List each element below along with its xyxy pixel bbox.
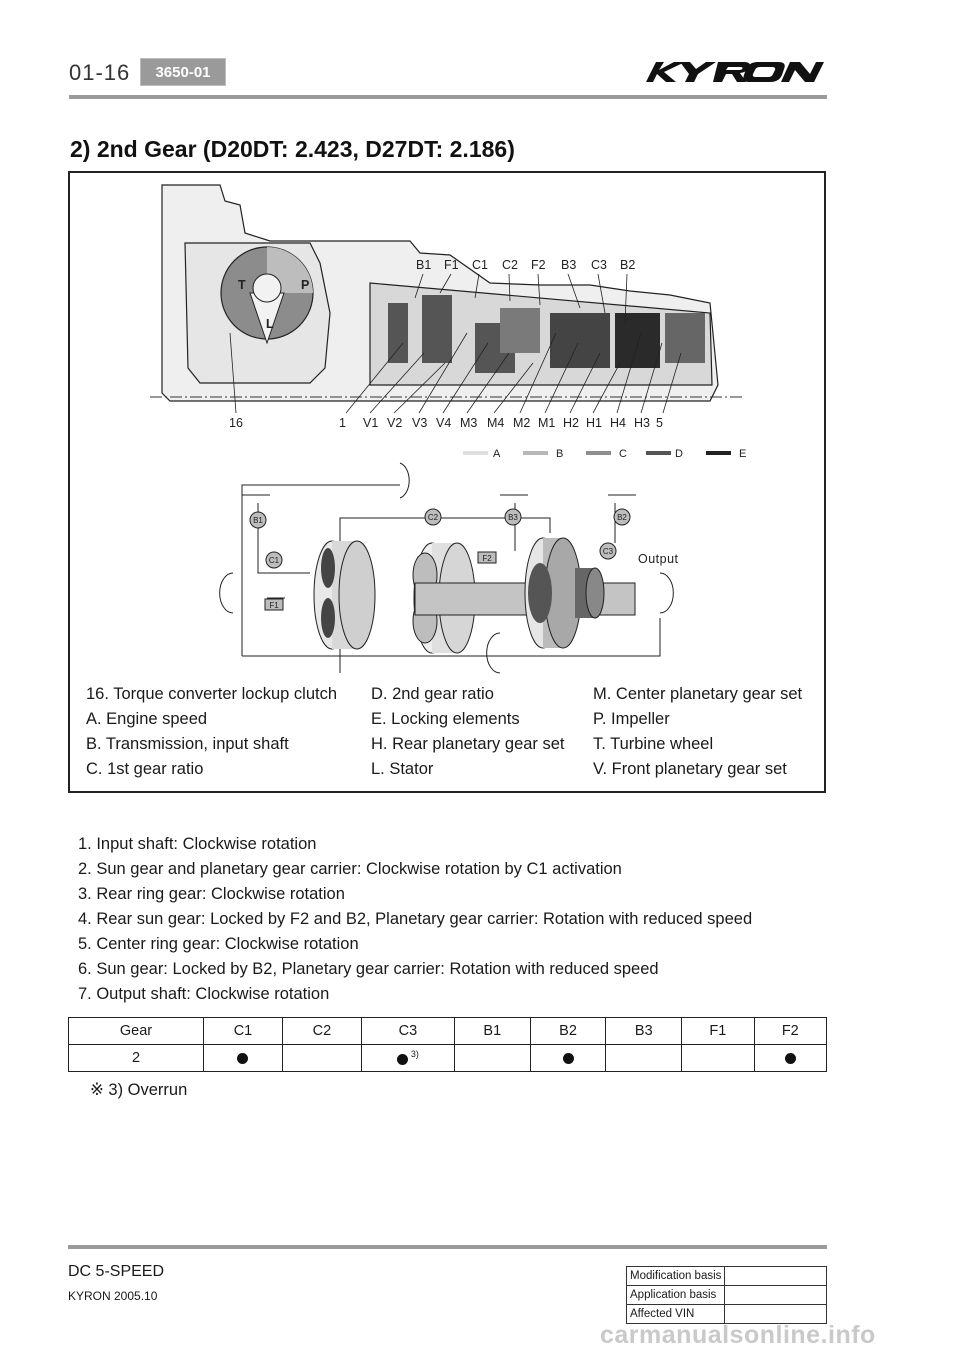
- bottom-label: H4: [610, 416, 626, 430]
- bottom-label: H3: [634, 416, 650, 430]
- bottom-label: 1: [339, 416, 346, 430]
- label-P: P: [301, 278, 310, 292]
- bottom-label: V3: [412, 416, 428, 430]
- planetary-sets: [314, 538, 635, 653]
- top-label: F1: [444, 258, 459, 272]
- bottom-label: M1: [538, 416, 556, 430]
- operation-steps: [78, 832, 752, 1007]
- legend-item: P. Impeller: [593, 710, 670, 728]
- legend-item: 16. Torque converter lockup clutch: [86, 685, 338, 703]
- legend-item: M. Center planetary gear set: [593, 685, 803, 703]
- shift-element-table: [68, 1017, 827, 1072]
- legend-item: B. Transmission, input shaft: [86, 735, 289, 753]
- bottom-label: V4: [436, 416, 452, 430]
- engaged-dot: [785, 1053, 796, 1064]
- f2-cell: [754, 1045, 826, 1072]
- top-label: B1: [416, 258, 432, 272]
- footer-title: DC 5-SPEED: [68, 1263, 165, 1280]
- node-label: C2: [427, 513, 439, 522]
- legend-col-3: [593, 682, 802, 782]
- node-label: F2: [482, 554, 492, 563]
- bottom-label: H2: [563, 416, 579, 430]
- header-rule: [69, 95, 827, 99]
- col-header: B3: [606, 1018, 682, 1045]
- footer-date: KYRON 2005.10: [68, 1289, 158, 1303]
- top-label: B2: [620, 258, 636, 272]
- col-header: F1: [682, 1018, 754, 1045]
- col-header: C1: [204, 1018, 283, 1045]
- step-item: 4. Rear sun gear: Locked by F2 and B2, Planetary gear carrier: Rotation with reduced speed: [78, 910, 753, 928]
- engaged-dot: [397, 1054, 408, 1065]
- footer-rule: [68, 1245, 827, 1249]
- watermark: carmanualsonline.info: [600, 1321, 876, 1349]
- legend-C: C: [619, 448, 627, 460]
- top-label: B3: [561, 258, 577, 272]
- kyron-logo-mark: [646, 62, 824, 82]
- b2-cell: [530, 1045, 606, 1072]
- top-label: F2: [531, 258, 546, 272]
- node-label: B1: [253, 516, 263, 525]
- modification-table: [626, 1266, 827, 1324]
- section-title: 2) 2nd Gear (D20DT: 2.423, D27DT: 2.186): [70, 136, 515, 162]
- engaged-dot: [237, 1053, 248, 1064]
- engaged-dot: [563, 1053, 574, 1064]
- legend-item: D. 2nd gear ratio: [371, 685, 494, 703]
- col-header: C3: [361, 1018, 454, 1045]
- gear-cell: 2: [69, 1045, 204, 1072]
- b3-cell: [606, 1045, 682, 1072]
- table-header-row: [69, 1018, 827, 1045]
- step-item: 2. Sun gear and planetary gear carrier: Clockwise rotation by C1 activation: [78, 860, 622, 878]
- legend-B: B: [556, 448, 564, 460]
- bottom-label: M3: [460, 416, 478, 430]
- page-number: 01-16: [69, 60, 131, 85]
- footnote: ※ 3) Overrun: [90, 1081, 188, 1099]
- bottom-label: H1: [586, 416, 602, 430]
- section-code-badge: 3650-01: [140, 58, 226, 86]
- bottom-label: V1: [363, 416, 379, 430]
- col-header: C2: [282, 1018, 361, 1045]
- legend-col-1: [86, 682, 337, 782]
- step-item: 6. Sun gear: Locked by B2, Planetary gear carrier: Rotation with reduced speed: [78, 960, 659, 978]
- node-label: C1: [268, 556, 280, 565]
- b1-cell: [454, 1045, 530, 1072]
- top-label: C1: [472, 258, 488, 272]
- bottom-label: V2: [387, 416, 403, 430]
- step-item: 3. Rear ring gear: Clockwise rotation: [78, 885, 345, 903]
- mod-value: [725, 1267, 827, 1286]
- bottom-label: M2: [513, 416, 531, 430]
- f1-cell: [682, 1045, 754, 1072]
- legend-item: V. Front planetary gear set: [593, 760, 787, 778]
- footnote-ref: 3): [410, 1049, 419, 1060]
- mod-value: [725, 1286, 827, 1305]
- step-item: 5. Center ring gear: Clockwise rotation: [78, 935, 359, 953]
- col-header: B1: [454, 1018, 530, 1045]
- legend-item: T. Turbine wheel: [593, 735, 714, 753]
- col-header: B2: [530, 1018, 606, 1045]
- legend-D: D: [675, 448, 683, 460]
- bottom-label: 16: [229, 416, 243, 430]
- bottom-label: M4: [487, 416, 505, 430]
- c1-cell: [204, 1045, 283, 1072]
- node-label: C3: [602, 547, 614, 556]
- legend-col-2: [371, 682, 565, 782]
- bottom-labels: [229, 416, 663, 430]
- node-label: B2: [617, 513, 627, 522]
- label-L: L: [266, 317, 274, 331]
- step-item: 1. Input shaft: Clockwise rotation: [78, 835, 317, 853]
- output-label: Output: [638, 552, 679, 566]
- legend-item: C. 1st gear ratio: [86, 760, 204, 778]
- mod-label: Affected VIN: [627, 1305, 725, 1324]
- line-style-legend: [463, 448, 746, 460]
- kyron-logo: [640, 56, 830, 86]
- c2-cell: [282, 1045, 361, 1072]
- label-T: T: [238, 278, 246, 292]
- node-label: B3: [508, 513, 518, 522]
- col-header: F2: [754, 1018, 826, 1045]
- step-item: 7. Output shaft: Clockwise rotation: [78, 985, 330, 1003]
- legend-A: A: [493, 448, 501, 460]
- legend-E: E: [739, 448, 747, 460]
- top-label: C2: [502, 258, 518, 272]
- legend-item: E. Locking elements: [371, 710, 520, 728]
- top-labels: [416, 258, 635, 272]
- legend-item: L. Stator: [371, 760, 434, 778]
- c3-cell: [361, 1045, 454, 1072]
- node-label: F1: [269, 601, 279, 610]
- mod-label: Application basis: [627, 1286, 725, 1305]
- table-row: [69, 1045, 827, 1072]
- bottom-label: 5: [656, 416, 663, 430]
- legend-item: H. Rear planetary gear set: [371, 735, 565, 753]
- top-label: C3: [591, 258, 607, 272]
- col-header: Gear: [69, 1018, 204, 1045]
- mod-label: Modification basis: [627, 1267, 725, 1286]
- legend-item: A. Engine speed: [86, 710, 208, 728]
